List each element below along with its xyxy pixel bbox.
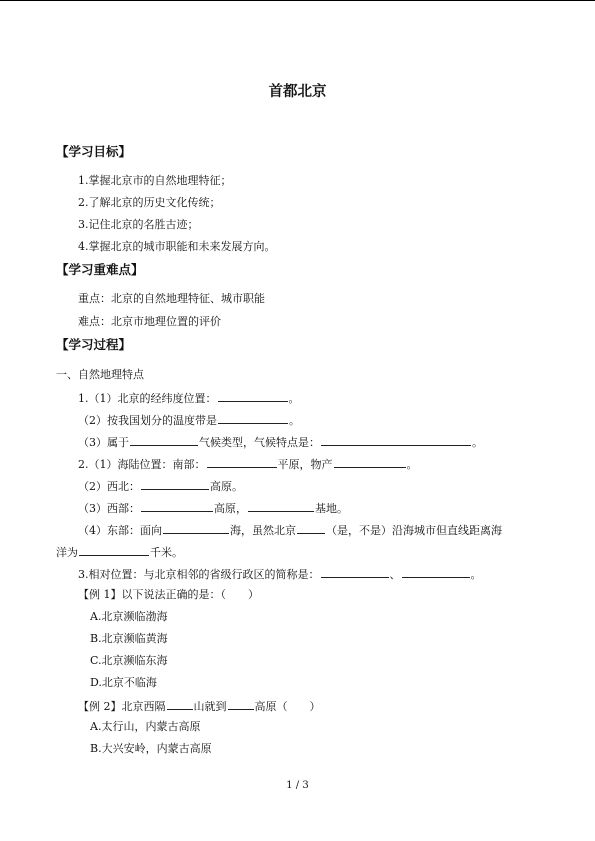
objective-item: 2.了解北京的历史文化传统； [78,196,221,209]
answer-blank[interactable] [141,500,213,512]
page-number: 1 / 3 [286,780,309,791]
answer-blank[interactable] [402,566,470,578]
example-1-option: C.北京濒临东海 [90,654,168,667]
example-2-option: B.大兴安岭，内蒙古高原 [90,742,212,755]
section-heading-objectives: 【学习目标】 [56,144,132,159]
example-1-option: A.北京濒临渤海 [90,610,168,623]
section-heading-key-points: 【学习重难点】 [56,262,144,277]
answer-blank[interactable] [163,522,229,534]
answer-blank[interactable] [167,698,193,710]
answer-blank[interactable] [248,500,314,512]
question-2-3: （3）西部： 高原， 基地。 [78,502,348,515]
objective-item: 1.掌握北京市的自然地理特征； [78,174,232,187]
part-heading: 一、自然地理特点 [56,368,144,381]
question-2-2: （2）西北： 高原。 [78,480,243,493]
objective-item: 4.掌握北京的城市职能和未来发展方向。 [78,240,276,253]
example-2-question: 【例 2】北京西隔 山就到 高原（ ） [78,700,321,713]
answer-blank[interactable] [321,434,471,446]
question-1-2: （2）按我国划分的温度带是 。 [78,414,300,427]
question-2-4-continued: 洋为 千米。 [56,546,183,559]
example-1-question: 【例 1】以下说法正确的是：（ ） [78,588,259,601]
question-3: 3.相对位置：与北京相邻的省级行政区的简称是： 、 。 [78,568,482,581]
answer-blank[interactable] [141,478,209,490]
objective-item: 3.记住北京的名胜古迹； [78,218,199,231]
question-2-1: 2.（1）海陆位置：南部： 平原，物产 。 [78,458,418,471]
answer-blank[interactable] [79,544,149,556]
answer-blank[interactable] [207,456,277,468]
example-1-option: D.北京不临海 [90,676,157,689]
answer-blank[interactable] [130,434,198,446]
answer-blank[interactable] [218,412,288,424]
answer-blank[interactable] [228,698,254,710]
page-top-border [0,0,595,1]
page-title: 首都北京 [268,83,327,100]
answer-blank[interactable] [218,390,288,402]
section-heading-process: 【学习过程】 [56,337,132,352]
example-1-option: B.北京濒临黄海 [90,632,168,645]
answer-blank[interactable] [321,566,389,578]
answer-blank[interactable] [334,456,406,468]
question-2-4: （4）东部：面向 海，虽然北京 （是，不是）沿海城市但直线距离海 [78,524,502,537]
example-2-option: A.太行山，内蒙古高原 [90,720,201,733]
key-point-difficulty: 难点：北京市地理位置的评价 [78,315,221,328]
question-1-3: （3）属于 气候类型，气候特点是： 。 [78,436,483,449]
key-point-focus: 重点：北京的自然地理特征、城市职能 [78,292,265,305]
question-1-1: 1.（1）北京的经纬度位置： 。 [78,392,300,405]
answer-blank[interactable] [297,522,325,534]
